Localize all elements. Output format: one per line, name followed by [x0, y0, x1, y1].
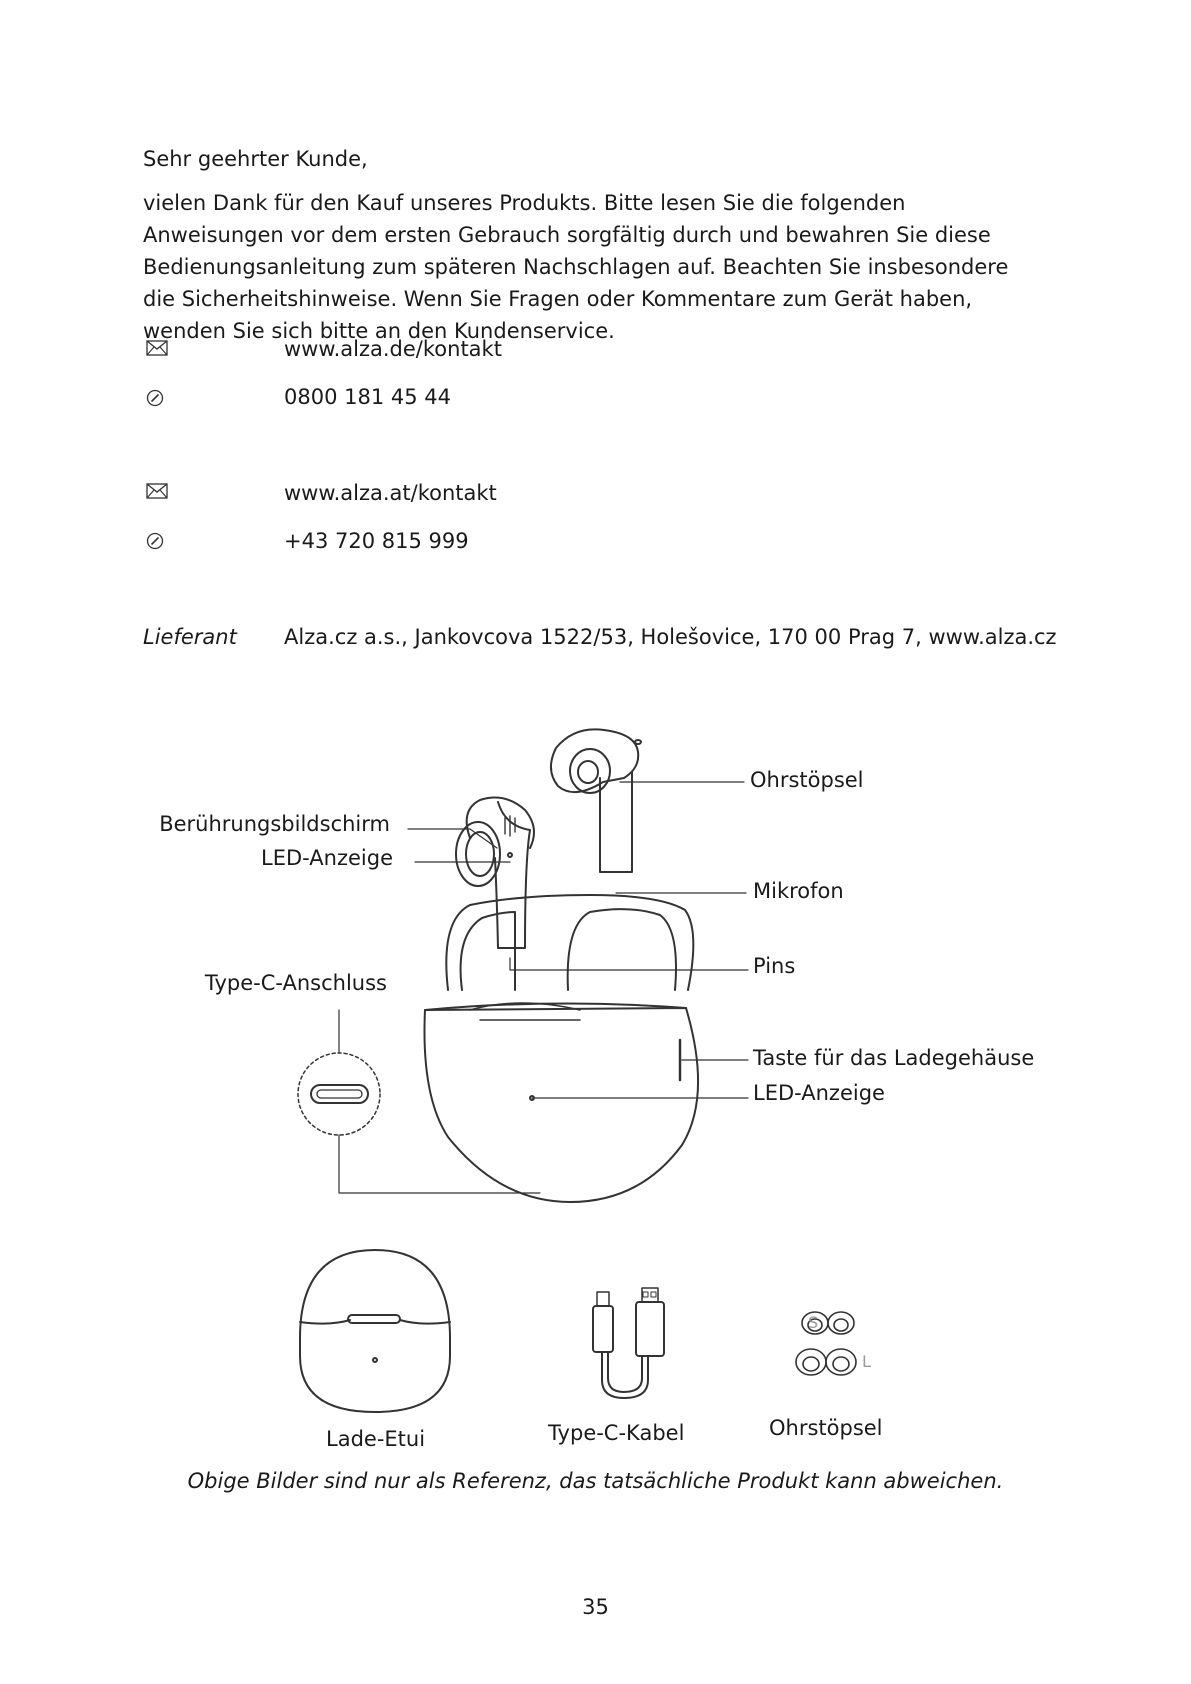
- case-front-view: [300, 1250, 450, 1412]
- contact-phone-de[interactable]: 0800 181 45 44: [284, 385, 451, 409]
- type-c-port-callout: [298, 1053, 380, 1135]
- supplier-label: Lieferant: [143, 625, 237, 649]
- label-type-c-port: Type-C-Anschluss: [204, 971, 387, 995]
- disclaimer: Obige Bilder sind nur als Referenz, das tatsächliche Produkt kann abweichen.: [187, 1469, 1004, 1493]
- label-led-earbud: LED-Anzeige: [261, 846, 393, 870]
- supplier-value: Alza.cz a.s., Jankovcova 1522/53, Holešovice, 170 00 Prag 7, www.alza.cz: [284, 625, 1057, 649]
- intro-paragraph: vielen Dank für den Kauf unseres Produkts. Bitte lesen Sie die folgenden Anweisungen vor dem ersten Gebrauch sorgfältig durch und bewahren Sie diese Bedienungsanleitung zum späteren Nachschlagen auf. Beachten Sie insbesondere die Sicherheitshinweise. Wenn Sie Fragen oder Kommentare zum Gerät haben, wenden Sie sich bitte an den Kundenservice.: [143, 191, 1009, 343]
- size-l-label: L: [862, 1352, 871, 1371]
- label-cable: Type-C-Kabel: [548, 1421, 685, 1445]
- label-touch-screen: Berührungsbildschirm: [159, 812, 390, 836]
- label-ear-tip: Ohrstöpsel: [750, 768, 864, 792]
- contact-web-at[interactable]: www.alza.at/kontakt: [284, 481, 497, 505]
- label-case-button: Taste für das Ladegehäuse: [753, 1046, 1035, 1070]
- type-c-cable: [593, 1288, 664, 1398]
- leader-lines: [339, 782, 748, 1193]
- label-case: Lade-Etui: [326, 1427, 426, 1451]
- ear-tips: [796, 1312, 856, 1375]
- label-microphone: Mikrofon: [753, 879, 844, 903]
- greeting: Sehr geehrter Kunde,: [143, 147, 368, 171]
- size-s-label: S: [808, 1313, 819, 1332]
- earbud-right: [551, 729, 641, 872]
- case-lid: [446, 895, 693, 990]
- label-pins: Pins: [753, 954, 796, 978]
- case-body: [424, 1003, 698, 1202]
- label-led-case: LED-Anzeige: [753, 1081, 885, 1105]
- contact-web-de[interactable]: www.alza.de/kontakt: [284, 337, 502, 361]
- label-tips: Ohrstöpsel: [769, 1416, 883, 1440]
- page-number: 35: [582, 1595, 609, 1619]
- contact-phone-at[interactable]: +43 720 815 999: [284, 529, 469, 553]
- earbud-left: [456, 798, 534, 948]
